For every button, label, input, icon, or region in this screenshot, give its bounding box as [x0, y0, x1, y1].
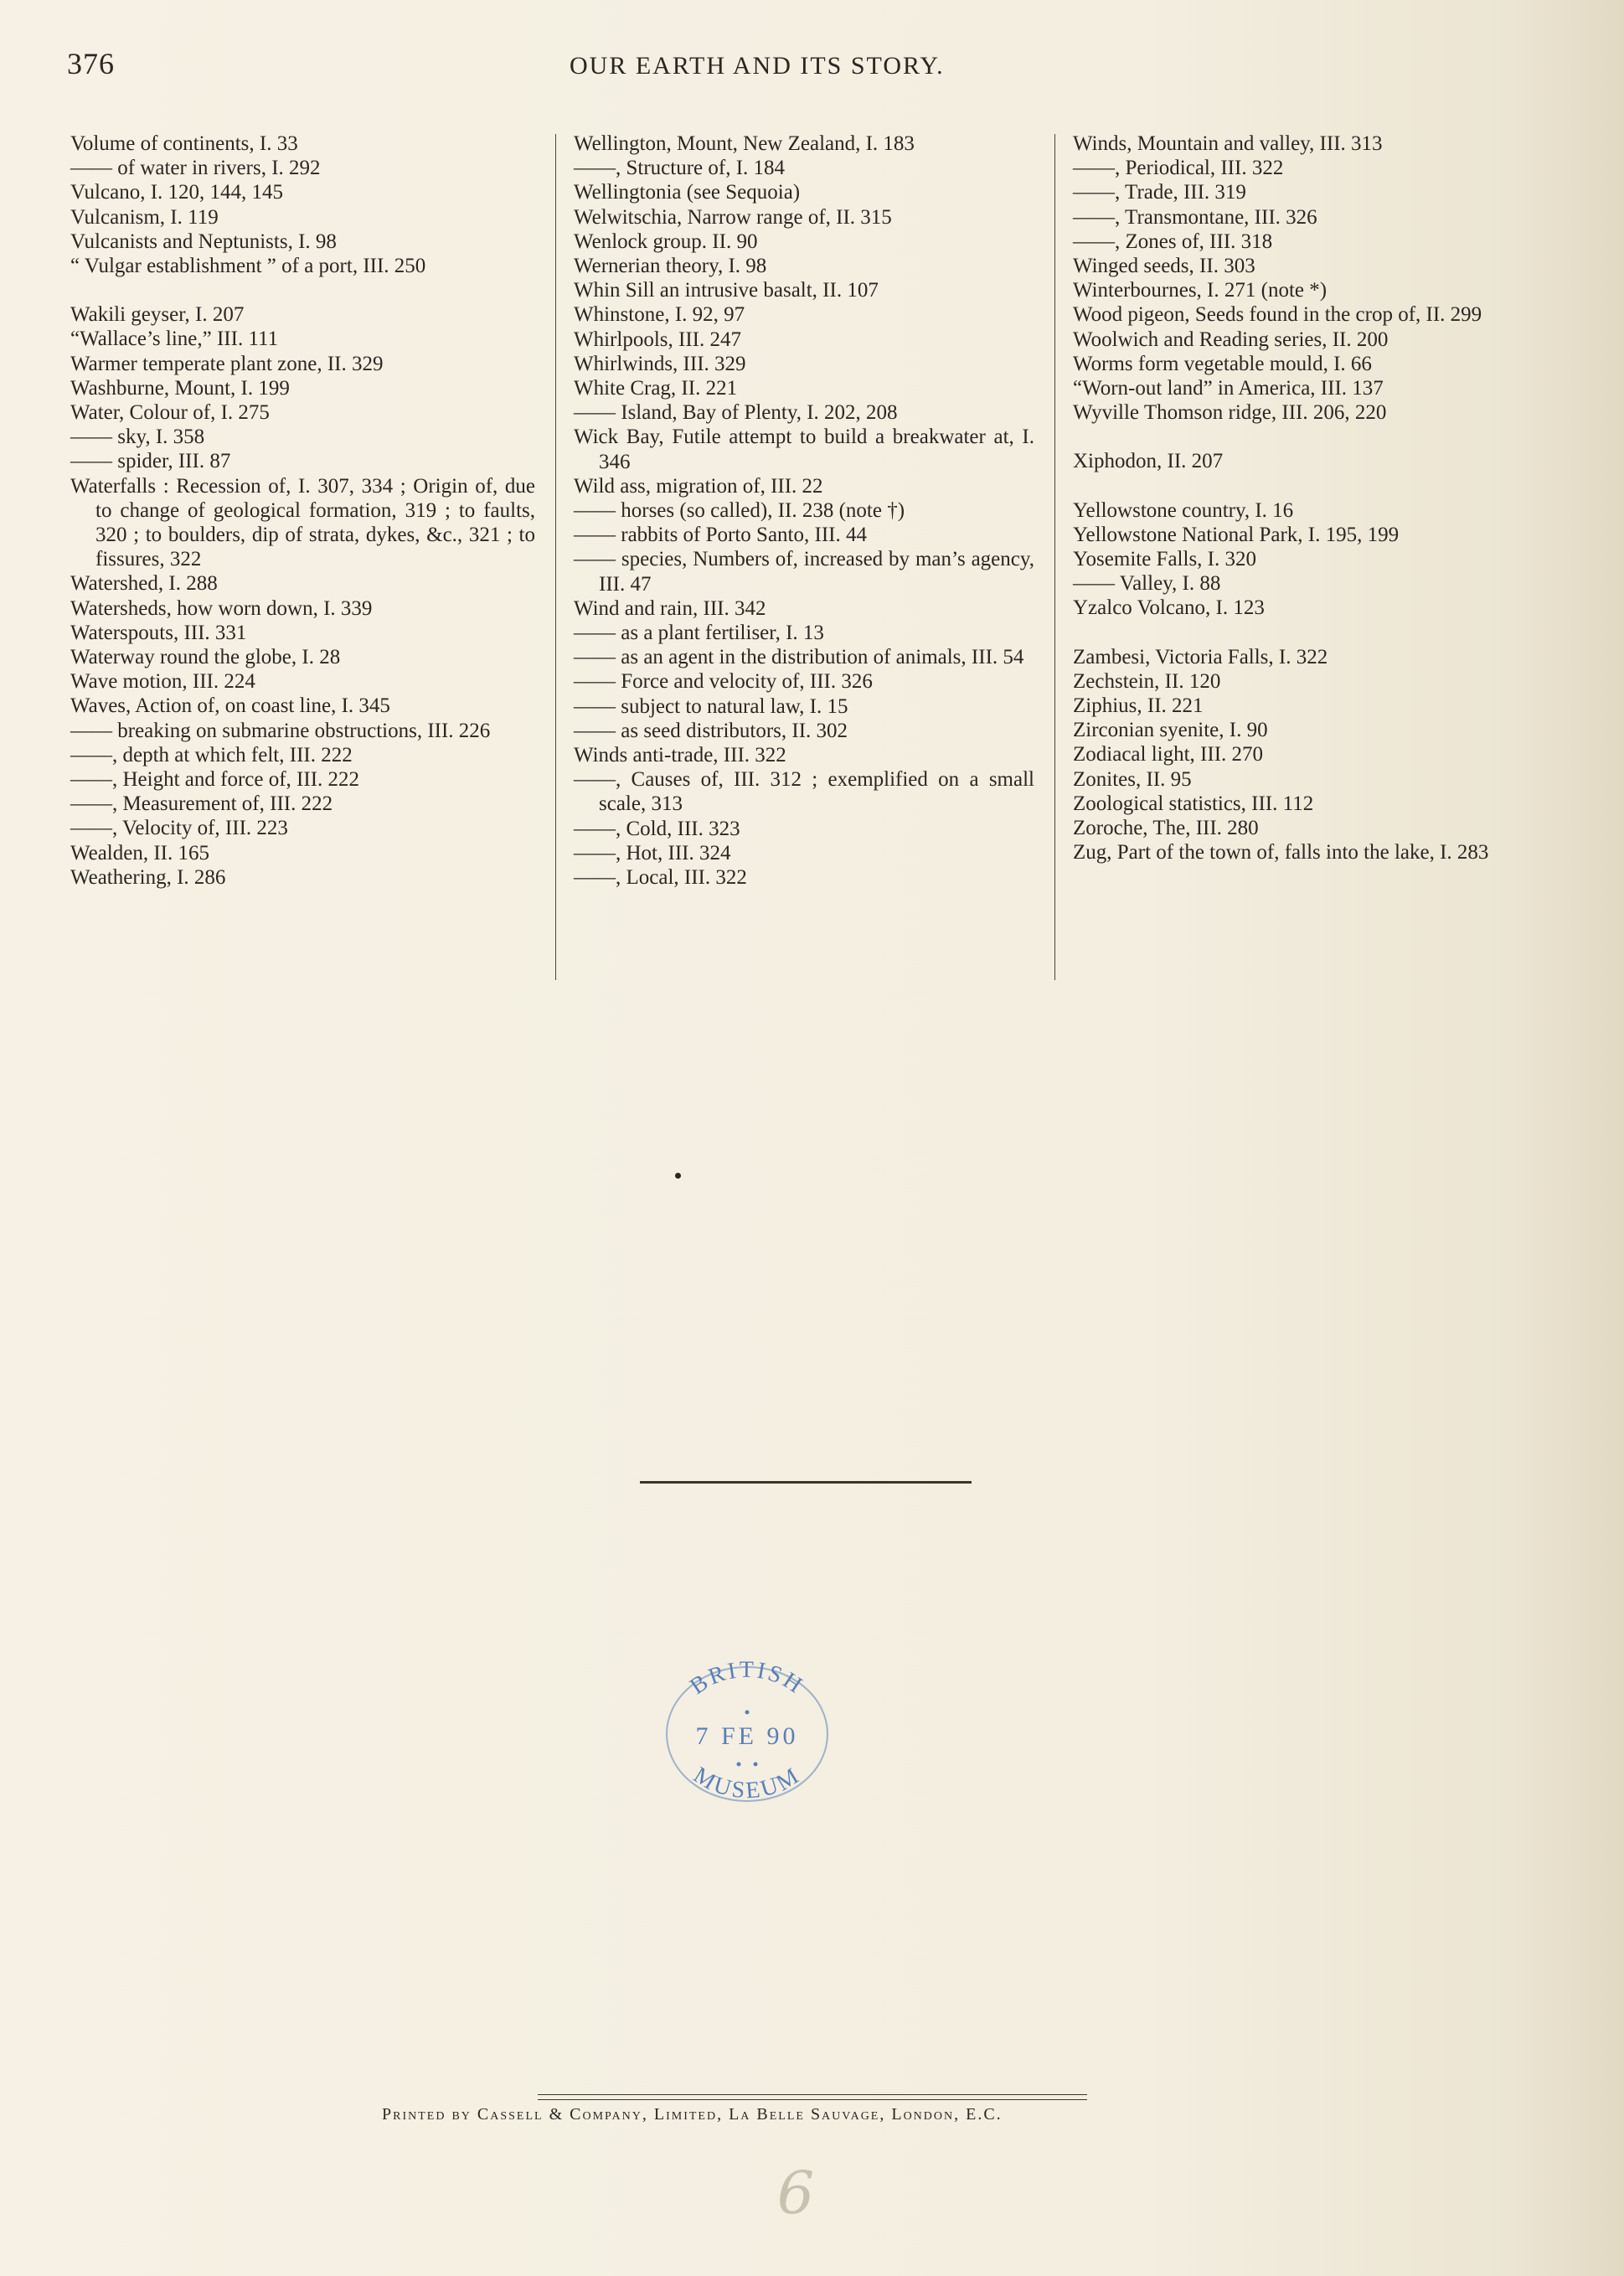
- index-entry: Yzalco Volcano, I. 123: [1073, 596, 1265, 620]
- index-entry: Wellington, Mount, New Zealand, I. 183: [574, 132, 915, 155]
- svg-text:6: 6: [776, 2159, 815, 2227]
- imprint-rule: [538, 2099, 1087, 2100]
- index-entry: —— rabbits of Porto Santo, III. 44: [574, 524, 867, 547]
- index-entry: Zechstein, II. 120: [1073, 669, 1221, 693]
- index-entry: Yellowstone National Park, I. 195, 199: [1073, 523, 1400, 546]
- section-gap: [70, 278, 535, 302]
- index-entry: ——, Hot, III. 324: [574, 841, 731, 864]
- index-entry: Wood pigeon, Seeds found in the crop of, II. 299: [1073, 303, 1482, 327]
- pencil-mark: [762, 2144, 829, 2237]
- index-column-1: [70, 132, 535, 890]
- index-entry: Watershed, I. 288: [70, 572, 218, 596]
- index-entry: ——, Causes of, III. 312 ; exemplified on a small scale, 313: [574, 768, 1034, 816]
- index-entry: —— horses (so called), II. 238 (note †): [574, 499, 905, 523]
- index-entry: Zug, Part of the town of, falls into the lake, I. 283: [1073, 841, 1489, 864]
- index-entry: ——, Periodical, III. 322: [1073, 157, 1284, 180]
- index-entry: Zoroche, The, III. 280: [1073, 817, 1259, 840]
- column-rule: [1054, 134, 1055, 980]
- index-entry: Winds anti-trade, III. 322: [574, 744, 786, 767]
- index-entry: Wealden, II. 165: [70, 841, 209, 864]
- index-entry: Vulcano, I. 120, 144, 145: [70, 181, 284, 204]
- index-entry: Watersheds, how worn down, I. 339: [70, 596, 373, 620]
- index-entry: ——, Transmontane, III. 326: [1073, 205, 1317, 229]
- index-entry: —— species, Numbers of, increased by man’s agency, III. 47: [574, 548, 1034, 596]
- stamp-top-text: BRITISH: [685, 1659, 809, 1701]
- index-entry: ——, Measurement of, III. 222: [70, 792, 333, 816]
- index-entry: Wave motion, III. 224: [70, 670, 255, 694]
- section-gap: [1073, 425, 1542, 449]
- index-entry: Waterspouts, III. 331: [70, 621, 247, 644]
- index-entry: Yosemite Falls, I. 320: [1073, 548, 1257, 571]
- index-entry: ——, Local, III. 322: [574, 866, 747, 890]
- section-gap: [1073, 474, 1542, 498]
- index-entry: —— Valley, I. 88: [1073, 572, 1221, 596]
- index-entry: —— Island, Bay of Plenty, I. 202, 208: [574, 401, 898, 425]
- page-number: 376: [67, 47, 115, 80]
- index-entry: —— as seed distributors, II. 302: [574, 719, 848, 742]
- index-entry: Water, Colour of, I. 275: [70, 401, 270, 425]
- index-entry: —— sky, I. 358: [70, 426, 205, 449]
- index-entry: —— breaking on submarine obstructions, III. 226: [70, 719, 491, 742]
- index-entry: Wellingtonia (see Sequoia): [574, 181, 801, 204]
- index-entry: Wind and rain, III. 342: [574, 596, 766, 620]
- index-entry: Wakili geyser, I. 207: [70, 303, 245, 327]
- ink-dot: [675, 1173, 681, 1179]
- index-entry: “Wallace’s line,” III. 111: [70, 328, 279, 351]
- stamp-bottom-text: MUSEUM: [688, 1762, 806, 1804]
- index-entry: —— as an agent in the distribution of animals, III. 54: [574, 646, 1024, 669]
- index-entry: Warmer temperate plant zone, II. 329: [70, 352, 384, 375]
- index-entry: —— of water in rivers, I. 292: [70, 157, 321, 180]
- index-entry: ——, Trade, III. 319: [1073, 181, 1246, 204]
- index-entry: —— spider, III. 87: [70, 450, 231, 473]
- index-entry: Zonites, II. 95: [1073, 767, 1192, 791]
- column-rule: [555, 134, 556, 980]
- index-entry: Winged seeds, II. 303: [1073, 255, 1255, 278]
- index-entry: Xiphodon, II. 207: [1073, 450, 1224, 473]
- index-entry: Zoological statistics, III. 112: [1073, 792, 1314, 815]
- index-entry: Waterway round the globe, I. 28: [70, 646, 341, 669]
- index-entry: Wild ass, migration of, III. 22: [574, 474, 823, 498]
- index-entry: Zambesi, Victoria Falls, I. 322: [1073, 645, 1328, 668]
- stamp-date: 7 FE 90: [695, 1722, 799, 1750]
- index-entry: Winds, Mountain and valley, III. 313: [1073, 132, 1383, 155]
- index-entry: Whirlwinds, III. 329: [574, 352, 746, 375]
- index-entry: Worms form vegetable mould, I. 66: [1073, 352, 1372, 375]
- index-entry: Zirconian syenite, I. 90: [1073, 719, 1268, 742]
- svg-text:MUSEUM: [689, 1762, 806, 1804]
- library-stamp: [658, 1659, 836, 1806]
- index-entry: Wyville Thomson ridge, III. 206, 220: [1073, 401, 1387, 425]
- index-entry: —— Force and velocity of, III. 326: [574, 670, 873, 694]
- index-entry: Yellowstone country, I. 16: [1073, 498, 1294, 522]
- index-entry: Washburne, Mount, I. 199: [70, 376, 290, 400]
- index-entry: ——, Velocity of, III. 223: [70, 817, 288, 840]
- index-entry: —— as a plant fertiliser, I. 13: [574, 622, 824, 645]
- index-entry: Ziphius, II. 221: [1073, 694, 1204, 718]
- index-entry: Weathering, I. 286: [70, 865, 226, 889]
- index-entry: Woolwich and Reading series, II. 200: [1073, 328, 1389, 351]
- index-entry: Whinstone, I. 92, 97: [574, 303, 745, 327]
- index-entry: Wenlock group. II. 90: [574, 230, 758, 253]
- index-entry: Waterfalls : Recession of, I. 307, 334 ; Origin of, due to change of geological formation, 319 ; to faults, 320 ; to boulders, dip of strata, dykes, &c., 321 ; to fissures, 322: [70, 474, 535, 571]
- index-entry: Whin Sill an intrusive basalt, II. 107: [574, 279, 879, 302]
- index-column-2: [574, 132, 1034, 890]
- svg-text:BRITISH: [685, 1659, 808, 1700]
- index-entry: ——, depth at which felt, III. 222: [70, 743, 353, 766]
- index-column-3: [1073, 132, 1542, 864]
- index-entry: “Worn-out land” in America, III. 137: [1073, 377, 1384, 400]
- index-entry: Volume of continents, I. 33: [70, 132, 298, 155]
- index-entry: Whirlpools, III. 247: [574, 328, 741, 351]
- index-entry: Wick Bay, Futile attempt to build a breakwater at, I. 346: [574, 426, 1034, 473]
- printer-imprint: Printed by Cassell & Company, Limited, La Belle Sauvage, London, E.C.: [382, 2105, 1003, 2124]
- index-entry: Wernerian theory, I. 98: [574, 255, 767, 278]
- imprint-rule: [538, 2094, 1087, 2095]
- index-entry: Waves, Action of, on coast line, I. 345: [70, 694, 390, 718]
- index-entry: ——, Zones of, III. 318: [1073, 230, 1273, 253]
- index-entry: “ Vulgar establishment ” of a port, III. 250: [70, 255, 426, 278]
- index-entry: Vulcanism, I. 119: [70, 205, 219, 229]
- section-gap: [1073, 621, 1542, 645]
- index-entry: ——, Cold, III. 323: [574, 817, 740, 840]
- index-entry: ——, Height and force of, III. 222: [70, 768, 360, 792]
- running-title: OUR EARTH AND ITS STORY.: [570, 52, 945, 80]
- index-entry: White Crag, II. 221: [574, 377, 738, 400]
- index-entry: Zodiacal light, III. 270: [1073, 743, 1264, 766]
- index-entry: Welwitschia, Narrow range of, II. 315: [574, 205, 892, 229]
- index-entry: Winterbournes, I. 271 (note *): [1073, 279, 1328, 302]
- index-entry: ——, Structure of, I. 184: [574, 157, 786, 180]
- index-entry: Vulcanists and Neptunists, I. 98: [70, 230, 337, 253]
- end-rule: [640, 1481, 972, 1484]
- index-entry: —— subject to natural law, I. 15: [574, 694, 848, 718]
